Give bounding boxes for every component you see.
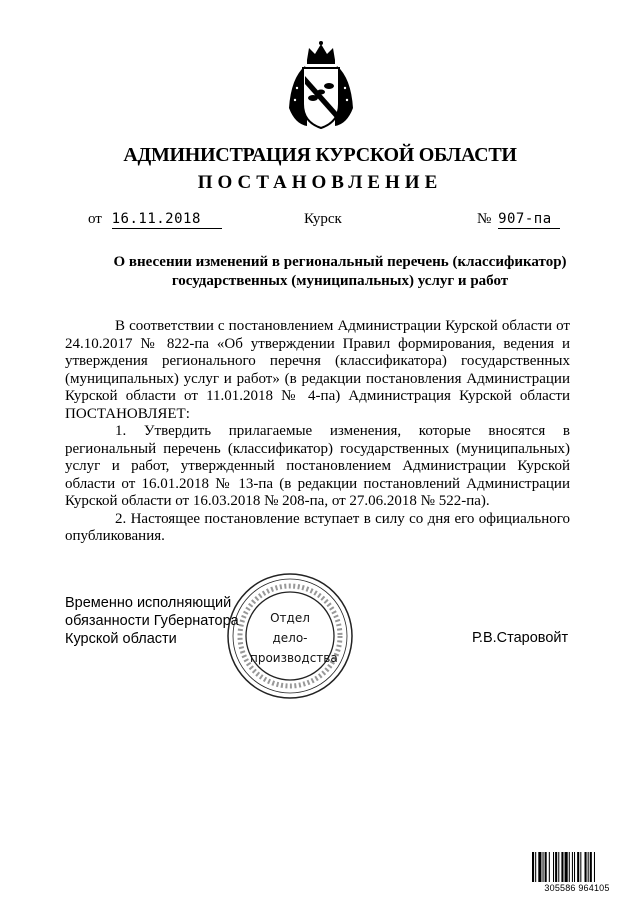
document-city: Курск (304, 211, 342, 227)
barcode-bar (561, 852, 563, 882)
body-paragraph: В соответствии с постановлением Администрации Курской области от 24.10.2017 № 822-па «Об утверждении Правил формирования, ведения и утверждения регионального перечня (классификатора) государственных (муниципальных) услуг и работ» (в редакции постановления Администрации Курской области от 11.01.2018 № 4-па) Администрация Курской области ПОСТАНОВЛЯЕТ: (65, 318, 570, 422)
barcode-bar (572, 852, 573, 882)
signatory-position-line: Курской области (65, 631, 177, 647)
stamp-text (250, 608, 338, 668)
barcode-bar (558, 852, 559, 882)
barcode-bar (538, 852, 541, 882)
barcode-bar (594, 852, 595, 882)
barcode-bars (532, 852, 622, 882)
date-prefix: от (88, 211, 102, 227)
barcode-bar (590, 852, 592, 882)
barcode-bar (535, 852, 536, 882)
organization-title: АДМИНИСТРАЦИЯ КУРСКОЙ ОБЛАСТИ (123, 144, 517, 166)
barcode-bar (532, 852, 534, 882)
barcode-bar (555, 852, 557, 882)
barcode-bar (549, 852, 550, 882)
signatory-name: Р.В.Старовойт (472, 630, 569, 646)
document-number (477, 211, 560, 229)
barcode-bar (565, 852, 568, 882)
date-value: 16.11.2018 (111, 211, 201, 227)
body-paragraph: 1. Утвердить прилагаемые изменения, которые вносятся в региональный перечень (классификатор) государственных (муниципальных) услуг и работ, утвержденный постановлением Администрации Курской области от 16.01.2018 № 13-па (в редакции постановлений Администрации Курской области от 16.03.2018 № 208-па, от 27.06.2018 № 522-па). (65, 423, 570, 509)
body-paragraph: 2. Настоящее постановление вступает в силу со дня его официального опубликования. (65, 510, 570, 544)
stamp-line: Отдел (270, 611, 310, 625)
barcode-bar (553, 852, 554, 882)
barcode-number: 305586 964105 (544, 883, 610, 893)
document-barcode (532, 852, 622, 894)
signatory-position-line: Временно исполняющий (65, 595, 232, 611)
barcode-bar (580, 852, 581, 882)
number-value: 907-па (498, 211, 552, 227)
signatory-position-line: обязанности Губернатора (65, 613, 239, 629)
barcode-bar (577, 852, 579, 882)
barcode-bar (588, 852, 589, 882)
coat-of-arms-emblem (285, 38, 357, 130)
barcode-bar (585, 852, 587, 882)
barcode-bar (543, 852, 544, 882)
barcode-bar (569, 852, 570, 882)
stamp-line: дело- (272, 631, 308, 645)
stamp-line: производства (250, 651, 338, 665)
barcode-bar (574, 852, 575, 882)
signatory-position (65, 594, 239, 648)
number-prefix: № (477, 211, 492, 227)
document-body (65, 318, 570, 546)
document-date (88, 211, 222, 229)
document-type-title: ПОСТАНОВЛЕНИЕ (197, 172, 443, 193)
document-subject: О внесении изменений в региональный перечень (классификатор) государственных (муниципальных) услуг и работ (113, 254, 567, 289)
barcode-bar (545, 852, 547, 882)
